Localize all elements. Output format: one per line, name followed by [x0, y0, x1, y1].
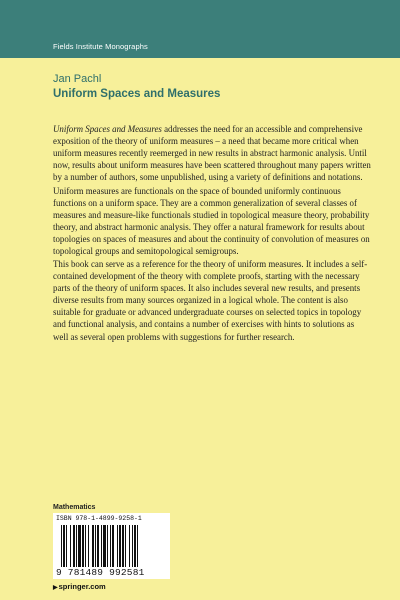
description-paragraph-3: This book can serve as a reference for the theory of uniform measures. It includes a self-contained development of the theory with complete proofs, starting with the necessary parts of the theory of uniform spaces. It also includes several new results, and presents diverse results from many sources organized in a logical whole. The content is also suitable for graduate or advanced undergraduate courses on selected topics in topology and functional analysis, and contains a number of exercises with hints to solutions as well as several open problems with suggestions for further research. [53, 259, 368, 342]
barcode-bar [103, 525, 106, 567]
arrow-right-icon: ▶ [53, 585, 58, 591]
barcode-bar [78, 525, 81, 567]
barcode-bar [112, 525, 114, 567]
barcode-bar [125, 525, 126, 567]
description-title-italic: Uniform Spaces and Measures [53, 124, 162, 134]
barcode-bar [129, 525, 130, 567]
barcode-bar [92, 525, 94, 567]
barcode-bar [82, 525, 84, 567]
barcode-bar [66, 525, 67, 567]
barcode-bar [85, 525, 86, 567]
barcode-bar [132, 525, 133, 567]
barcode-bar [95, 525, 96, 567]
barcode-bar [61, 525, 62, 567]
barcode-bar [76, 525, 77, 567]
barcode-bar [70, 525, 71, 567]
barcode-bar [134, 525, 136, 567]
book-author: Jan Pachl [53, 73, 102, 85]
barcode-number: 9 781489 992581 [56, 567, 145, 578]
barcode-bar [122, 525, 124, 567]
barcode-bar [73, 525, 75, 567]
barcode-bar [97, 525, 99, 567]
barcode-bar [107, 525, 108, 567]
description-paragraph-1-text: addresses the need for an accessible and comprehensive exposition of the theory of uniform measures – a need that became more critical when uniform measures recently reemerged in new results in abstract harmonic analysis. Until now, results about uniform measures have been scattered throughout many papers written by a number of authors, some unpublished, using a variety of definitions and notations. [53, 124, 371, 183]
barcode-bar [101, 525, 102, 567]
barcode-bar [110, 525, 111, 567]
description-paragraph-2: Uniform measures are functionals on the space of bounded uniformly continuous functions on a uniform space. They are a common generalization of several classes of measures and measure-like functionals studied in topological measure theory, probability theory, and abstract harmonic analysis. They offer a natural framework for results about topologies on spaces of measures and about the continuity of convolution of measures on topological groups and semitopological semigroups. [53, 186, 370, 257]
publisher-label: springer.com [58, 582, 106, 591]
description-paragraph-1 [53, 123, 371, 183]
barcode-icon [61, 525, 165, 567]
barcode-bar [88, 525, 89, 567]
barcode-bar [119, 525, 121, 567]
barcode-bar [137, 525, 138, 567]
publisher-link[interactable] [53, 582, 106, 591]
barcode-panel [53, 513, 170, 579]
subject-label: Mathematics [53, 504, 96, 511]
book-title: Uniform Spaces and Measures [53, 88, 221, 100]
barcode-bar [63, 525, 65, 567]
barcode-bar [117, 525, 118, 567]
series-name: Fields Institute Monographs [53, 42, 148, 51]
isbn-text: ISBN 978-1-4899-9258-1 [56, 515, 142, 522]
